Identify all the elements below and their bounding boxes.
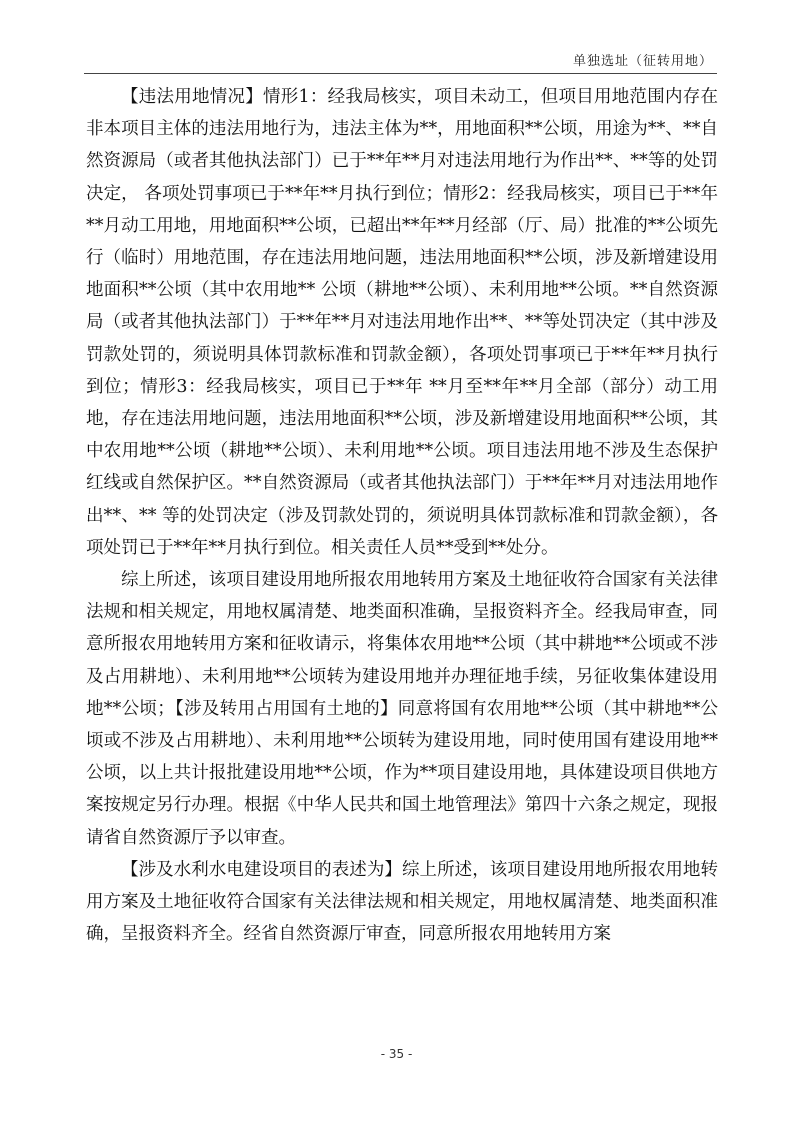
- document-body: [86, 81, 718, 950]
- header-rule: [84, 73, 717, 74]
- paragraph-hydropower: 【涉及水利水电建设项目的表述为】综上所述，该项目建设用地所报农用地转用方案及土地征收符合国家有关法律法规和相关规定，用地权属清楚、地类面积准确，呈报资料齐全。经省自然资源厅审查，同意所报农用地转用方案: [86, 859, 718, 945]
- page-number: - 35 -: [380, 1047, 413, 1061]
- paragraph-violation: 【违法用地情况】情形1：经我局核实，项目未动工，但项目用地范围内存在非本项目主体的违法用地行为，违法主体为**，用地面积**公顷，用途为**、**自然资源局（或者其他执法部门）已于**年**月对违法用地行为作出**、**等的处罚决定， 各项处罚事项已于**年**月执行到位；情形2：经我局核实，项目已于**年 **月动工用地，用地面积**公顷，已超出**年**月经部（厅、局）批准的**公顷先行（临时）用地范围，存在违法用地问题，违法用地面积**公顷，涉及新增建设用地面积**公顷（其中农用地** 公顷（耕地**公顷）、未利用地**公顷。**自然资源局（或者其他执法部门）于**年**月对违法用地作出**、**等处罚决定（其中涉及罚款处罚的，须说明具体罚款标准和罚款金额），各项处罚事项已于**年**月执行到位；情形3：经我局核实，项目已于**年 **月至**年**月全部（部分）动工用地，存在违法用地问题，违法用地面积**公顷，涉及新增建设用地面积**公顷，其中农用地**公顷（耕地**公顷）、未利用地**公顷。项目违法用地不涉及生态保护红线或自然保护区。**自然资源局（或者其他执法部门）于**年**月对违法用地作出**、** 等的处罚决定（涉及罚款处罚的，须说明具体罚款标准和罚款金额），各项处罚已于**年**月执行到位。相关责任人员**受到**处分。: [86, 87, 718, 558]
- paragraph-summary: 综上所述，该项目建设用地所报农用地转用方案及土地征收符合国家有关法律法规和相关规定，用地权属清楚、地类面积准确，呈报资料齐全。经我局审查，同意所报农用地转用方案和征收请示，将集体农用地**公顷（其中耕地**公顷或不涉及占用耕地）、未利用地**公顷转为建设用地并办理征地手续，另征收集体建设用地**公顷；【涉及转用占用国有土地的】同意将国有农用地**公顷（其中耕地**公顷或不涉及占用耕地）、未利用地**公顷转为建设用地，同时使用国有建设用地**公顷，以上共计报批建设用地**公顷，作为**项目建设用地，具体建设项目供地方案按规定另行办理。根据《中华人民共和国土地管理法》第四十六条之规定，现报请省自然资源厅予以审查。: [86, 570, 718, 848]
- running-header: 单独选址（征转用地）: [572, 54, 713, 69]
